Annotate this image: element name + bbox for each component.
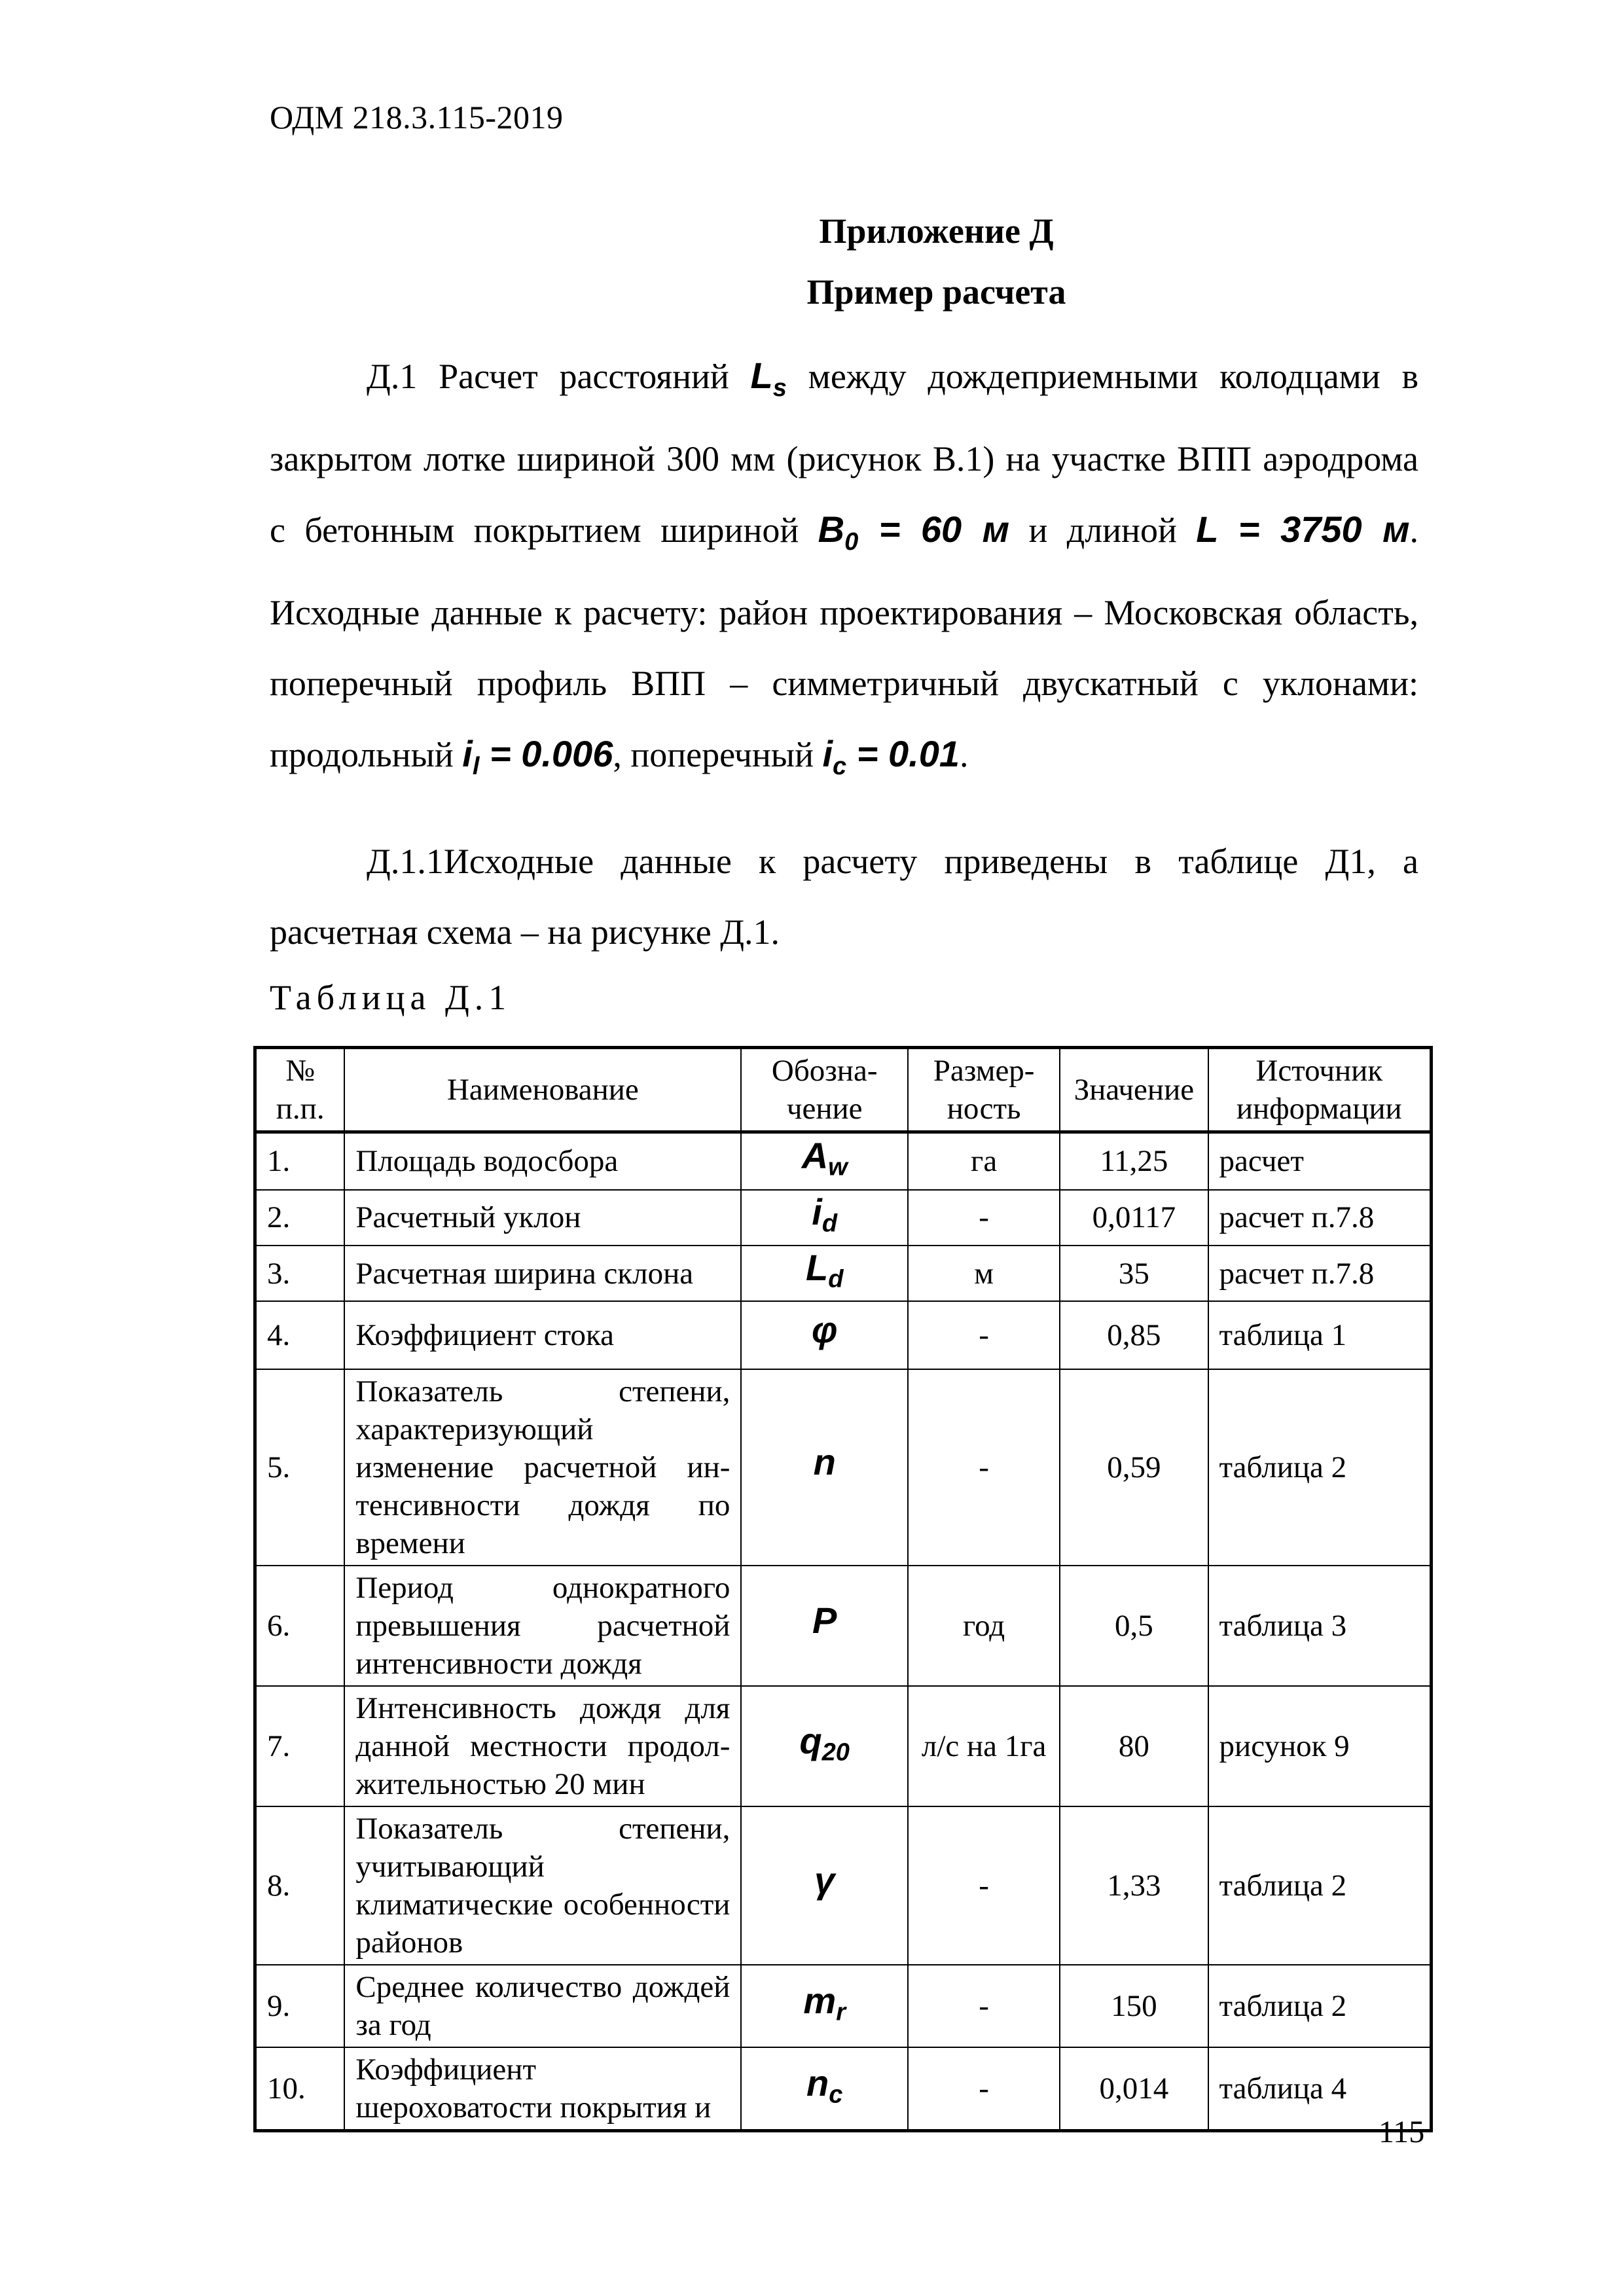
row-name: Коэффициент шероховатости покрытия и <box>344 2047 741 2131</box>
symbol-ls: $L_s$ <box>750 355 787 403</box>
table-row <box>255 1806 1432 1965</box>
document-code: ОДМ 218.3.115-2019 <box>270 99 564 135</box>
table-row <box>255 2047 1432 2131</box>
row-value: 80 <box>1060 1686 1208 1806</box>
row-num: 6. <box>255 1566 345 1686</box>
row-source: таблица 2 <box>1208 1369 1432 1566</box>
paragraph-d1-part4: . Исходные данные к расчету: район проектирования – Московская область, поперечный профиль ВПП – симметричный двускатный с уклонами: продольный <box>270 511 1419 775</box>
row-symbol: γ <box>741 1806 908 1965</box>
row-name: Площадь водосбора <box>344 1132 741 1190</box>
header-num: № п.п. <box>255 1048 345 1132</box>
paragraph-d1 <box>270 340 1418 802</box>
row-name: Расчетный уклон <box>344 1190 741 1246</box>
header-source: Источник информации <box>1208 1048 1432 1132</box>
symbol-ic: $i_c = 0.01$ <box>822 733 960 781</box>
row-num: 10. <box>255 2047 345 2131</box>
row-num: 1. <box>255 1132 345 1190</box>
row-dimension: - <box>908 1965 1060 2047</box>
table-caption: Таблица Д.1 <box>270 978 512 1017</box>
row-symbol: $n_c$ <box>741 2047 908 2131</box>
table-row <box>255 1369 1432 1566</box>
appendix-title-text: Приложение Д <box>819 211 1054 251</box>
row-num: 8. <box>255 1806 345 1965</box>
header-name: Наименование <box>344 1048 741 1132</box>
paragraph-d11-text: Д.1.1Исходные данные к расчету приведены в таблице Д1, а расчетная схема – на рисунке Д.1. <box>270 842 1418 952</box>
row-symbol: $q_{20}$ <box>741 1686 908 1806</box>
row-dimension: м <box>908 1246 1060 1301</box>
row-num: 4. <box>255 1301 345 1369</box>
row-dimension: - <box>908 1190 1060 1246</box>
row-source: расчет п.7.8 <box>1208 1190 1432 1246</box>
row-source: рисунок 9 <box>1208 1686 1432 1806</box>
row-name: Показатель степени, учитывающий климатические особенности районов <box>344 1806 741 1965</box>
header-symbol: Обозна- чение <box>741 1048 908 1132</box>
header-value: Значение <box>1060 1048 1208 1132</box>
row-name: Коэффициент стока <box>344 1301 741 1369</box>
row-symbol: $i_d$ <box>741 1190 908 1246</box>
table-header-row <box>255 1048 1432 1132</box>
row-dimension: га <box>908 1132 1060 1190</box>
row-dimension: - <box>908 1806 1060 1965</box>
row-value: 0,85 <box>1060 1301 1208 1369</box>
row-dimension: л/с на 1га <box>908 1686 1060 1806</box>
row-value: 0,014 <box>1060 2047 1208 2131</box>
example-title <box>0 272 1624 312</box>
row-source: таблица 3 <box>1208 1566 1432 1686</box>
row-value: 35 <box>1060 1246 1208 1301</box>
symbol-il: $i_l = 0.006$ <box>462 733 613 781</box>
table-row <box>255 1246 1432 1301</box>
row-num: 9. <box>255 1965 345 2047</box>
table-row <box>255 1686 1432 1806</box>
row-value: 1,33 <box>1060 1806 1208 1965</box>
row-value: 0,5 <box>1060 1566 1208 1686</box>
row-name: Среднее количество дождей за год <box>344 1965 741 2047</box>
table-row <box>255 1190 1432 1246</box>
table-row <box>255 1965 1432 2047</box>
row-dimension: - <box>908 1369 1060 1566</box>
row-source: таблица 2 <box>1208 1965 1432 2047</box>
table-row <box>255 1301 1432 1369</box>
row-value: 11,25 <box>1060 1132 1208 1190</box>
table-row <box>255 1132 1432 1190</box>
row-dimension: - <box>908 1301 1060 1369</box>
row-source: таблица 1 <box>1208 1301 1432 1369</box>
row-source: расчет п.7.8 <box>1208 1246 1432 1301</box>
table-row <box>255 1566 1432 1686</box>
row-name: Расчетная ширина склона <box>344 1246 741 1301</box>
row-source: таблица 2 <box>1208 1806 1432 1965</box>
appendix-title <box>0 211 1624 251</box>
row-symbol: $A_w$ <box>741 1132 908 1190</box>
row-name: Показатель степени, характеризующий изменение расчетной ин- тенсивности дождя по времени <box>344 1369 741 1566</box>
paragraph-d11 <box>270 826 1418 967</box>
row-dimension: год <box>908 1566 1060 1686</box>
data-table <box>253 1046 1433 2132</box>
row-num: 2. <box>255 1190 345 1246</box>
row-symbol: $L_d$ <box>741 1246 908 1301</box>
page-number: 115 <box>1379 2115 1425 2149</box>
row-symbol: φ <box>741 1301 908 1369</box>
row-dimension: - <box>908 2047 1060 2131</box>
row-num: 7. <box>255 1686 345 1806</box>
row-value: 0,59 <box>1060 1369 1208 1566</box>
paragraph-d1-part6: . <box>960 735 969 775</box>
row-symbol: n <box>741 1369 908 1566</box>
row-value: 150 <box>1060 1965 1208 2047</box>
row-name: Период однократного превышения расчетной интенсивности дождя <box>344 1566 741 1686</box>
symbol-b0: $B_0 = 60$ м <box>818 509 1010 556</box>
symbol-length: L = 3750 м <box>1196 509 1410 550</box>
paragraph-d1-part3: и длиной <box>1009 511 1197 550</box>
paragraph-d1-part2: между дождеприемными колодцами в закрытом лотке шириной 300 мм (рисунок В.1) на участке ВПП аэродрома с бетонным покрытием шириной <box>270 357 1418 550</box>
row-source: расчет <box>1208 1132 1432 1190</box>
paragraph-d1-part1: Д.1 Расчет расстояний <box>367 357 751 396</box>
row-symbol: P <box>741 1566 908 1686</box>
row-name: Интенсивность дождя для данной местности продол- жительностью 20 мин <box>344 1686 741 1806</box>
row-value: 0,0117 <box>1060 1190 1208 1246</box>
paragraph-d1-part5: , поперечный <box>613 735 823 775</box>
row-num: 5. <box>255 1369 345 1566</box>
example-title-text: Пример расчета <box>806 272 1066 312</box>
row-source: таблица 4 <box>1208 2047 1432 2131</box>
row-symbol: $m_r$ <box>741 1965 908 2047</box>
row-num: 3. <box>255 1246 345 1301</box>
table-body <box>255 1132 1432 2131</box>
header-dimension: Размер- ность <box>908 1048 1060 1132</box>
